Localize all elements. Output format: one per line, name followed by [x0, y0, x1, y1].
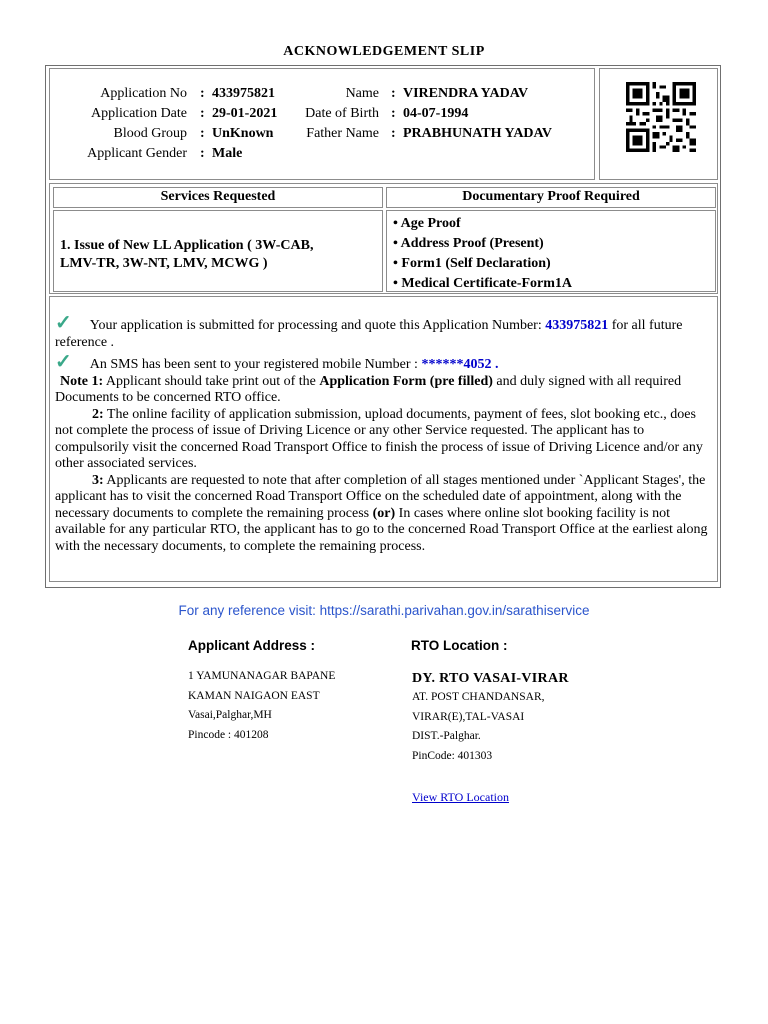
father-name-label: Father Name	[306, 126, 379, 141]
dob-value: 04-07-1994	[403, 106, 469, 121]
check-icon: ✓	[55, 351, 72, 373]
rto-address-line: AT. POST CHANDANSAR,	[412, 691, 545, 703]
proof-list	[393, 215, 572, 295]
note-3	[55, 473, 712, 556]
rto-address-line: DIST.-Palghar.	[412, 730, 481, 742]
application-no-label: Application No	[100, 86, 187, 101]
colon: :	[391, 86, 396, 101]
reference-url: For any reference visit: https://sarathi.parivahan.gov.in/sarathiservice	[178, 603, 590, 618]
note-2-label: 2:	[92, 406, 104, 422]
slip-title: ACKNOWLEDGEMENT SLIP	[283, 44, 485, 59]
proof-item: • Medical Certificate-Form1A	[393, 276, 573, 291]
note-1-text: Applicant should take print out of the	[105, 373, 316, 389]
qr-code-icon	[626, 82, 696, 152]
address-line: Vasai,Palghar,MH	[188, 709, 272, 721]
rto-address	[412, 688, 545, 766]
father-name-value: PRABHUNATH YADAV	[403, 126, 552, 141]
blood-group-value: UnKnown	[212, 126, 274, 141]
documentary-proof-header: Documentary Proof Required	[386, 187, 716, 208]
submission-text: Your application is submitted for processing and quote this Application Number:	[89, 318, 542, 333]
note-3-label: 3:	[92, 472, 104, 488]
note-2-text: The online facility of application submission, upload documents, payment of fees, slot booking etc., does not complete the process of issue of Driving Licence or any other Service requested. The applicant has to compulsorily visit the concerned Road Transport Office to finish the process of issue of Driving Licence and/or any other associated services.	[55, 406, 703, 471]
note-1	[55, 374, 712, 407]
mobile-number-highlight: ******4052 .	[421, 357, 499, 372]
rto-name: DY. RTO VASAI-VIRAR	[412, 671, 569, 686]
note-2	[55, 407, 712, 473]
colon: :	[200, 86, 205, 101]
note-3-text-end: In cases where online slot booking facility is not available for any particular RTO, the applicant has to go to the concerned Road Transport Office at the earliest along with the necessary documents, to complete the remaining process.	[55, 505, 708, 554]
colon: :	[391, 106, 396, 121]
application-no-value: 433975821	[212, 86, 275, 101]
rto-location-header: RTO Location :	[411, 638, 508, 653]
name-value: VIRENDRA YADAV	[403, 86, 529, 101]
view-rto-location-link[interactable]: View RTO Location	[412, 790, 509, 804]
address-line: 1 YAMUNANAGAR BAPANE	[188, 670, 336, 682]
dob-label: Date of Birth	[305, 106, 379, 121]
rto-address-line: PinCode: 401303	[412, 749, 493, 762]
proof-item: • Form1 (Self Declaration)	[393, 256, 551, 271]
sms-text: An SMS has been sent to your registered mobile Number :	[89, 357, 418, 372]
note-1-label: Note 1:	[60, 373, 104, 389]
note-1-bold: Application Form (pre filled)	[319, 373, 493, 389]
note-3-text: Applicants are requested to note that after completion of all stages mentioned under `Applicant Stages', the applicant has to visit the concerned Road Transport Office on the scheduled date of appointment, along with the necessary documents to complete the remaining process	[55, 472, 706, 521]
address-line: Pincode : 401208	[188, 728, 269, 741]
service-line: 1. Issue of New LL Application ( 3W-CAB,	[60, 238, 314, 253]
services-table	[49, 183, 718, 294]
note-3-or: (or)	[372, 505, 396, 521]
service-cell	[53, 210, 383, 292]
gender-value: Male	[212, 146, 243, 161]
application-date-label: Application Date	[90, 106, 187, 121]
sms-notice	[55, 351, 712, 374]
applicant-info-box	[49, 68, 595, 180]
colon: :	[200, 146, 205, 161]
colon: :	[200, 106, 205, 121]
note-1-text-end: and duly signed with all required Documents to be concerned RTO office.	[55, 373, 682, 405]
proof-cell	[386, 210, 716, 292]
gender-label: Applicant Gender	[87, 146, 187, 161]
qr-box	[599, 68, 718, 180]
notes-box	[49, 296, 718, 582]
applicant-address-header: Applicant Address :	[188, 638, 316, 653]
applicant-address	[188, 667, 335, 745]
rto-address-line: VIRAR(E),TAL-VASAI	[412, 710, 525, 723]
check-icon: ✓	[55, 312, 72, 334]
colon: :	[391, 126, 396, 141]
service-line: LMV-TR, 3W-NT, LMV, MCWG )	[60, 256, 268, 271]
services-requested-header: Services Requested	[53, 187, 383, 208]
proof-item: • Address Proof (Present)	[393, 236, 544, 251]
address-line: KAMAN NAIGAON EAST	[188, 689, 320, 702]
blood-group-label: Blood Group	[113, 126, 187, 141]
name-label: Name	[345, 86, 379, 101]
application-number-highlight: 433975821	[545, 318, 609, 333]
submission-text-end: for all future reference .	[55, 318, 683, 350]
service-item	[60, 237, 313, 273]
colon: :	[200, 126, 205, 141]
application-date-value: 29-01-2021	[212, 106, 278, 121]
submission-notice	[55, 312, 712, 351]
proof-item: • Age Proof	[393, 216, 461, 231]
